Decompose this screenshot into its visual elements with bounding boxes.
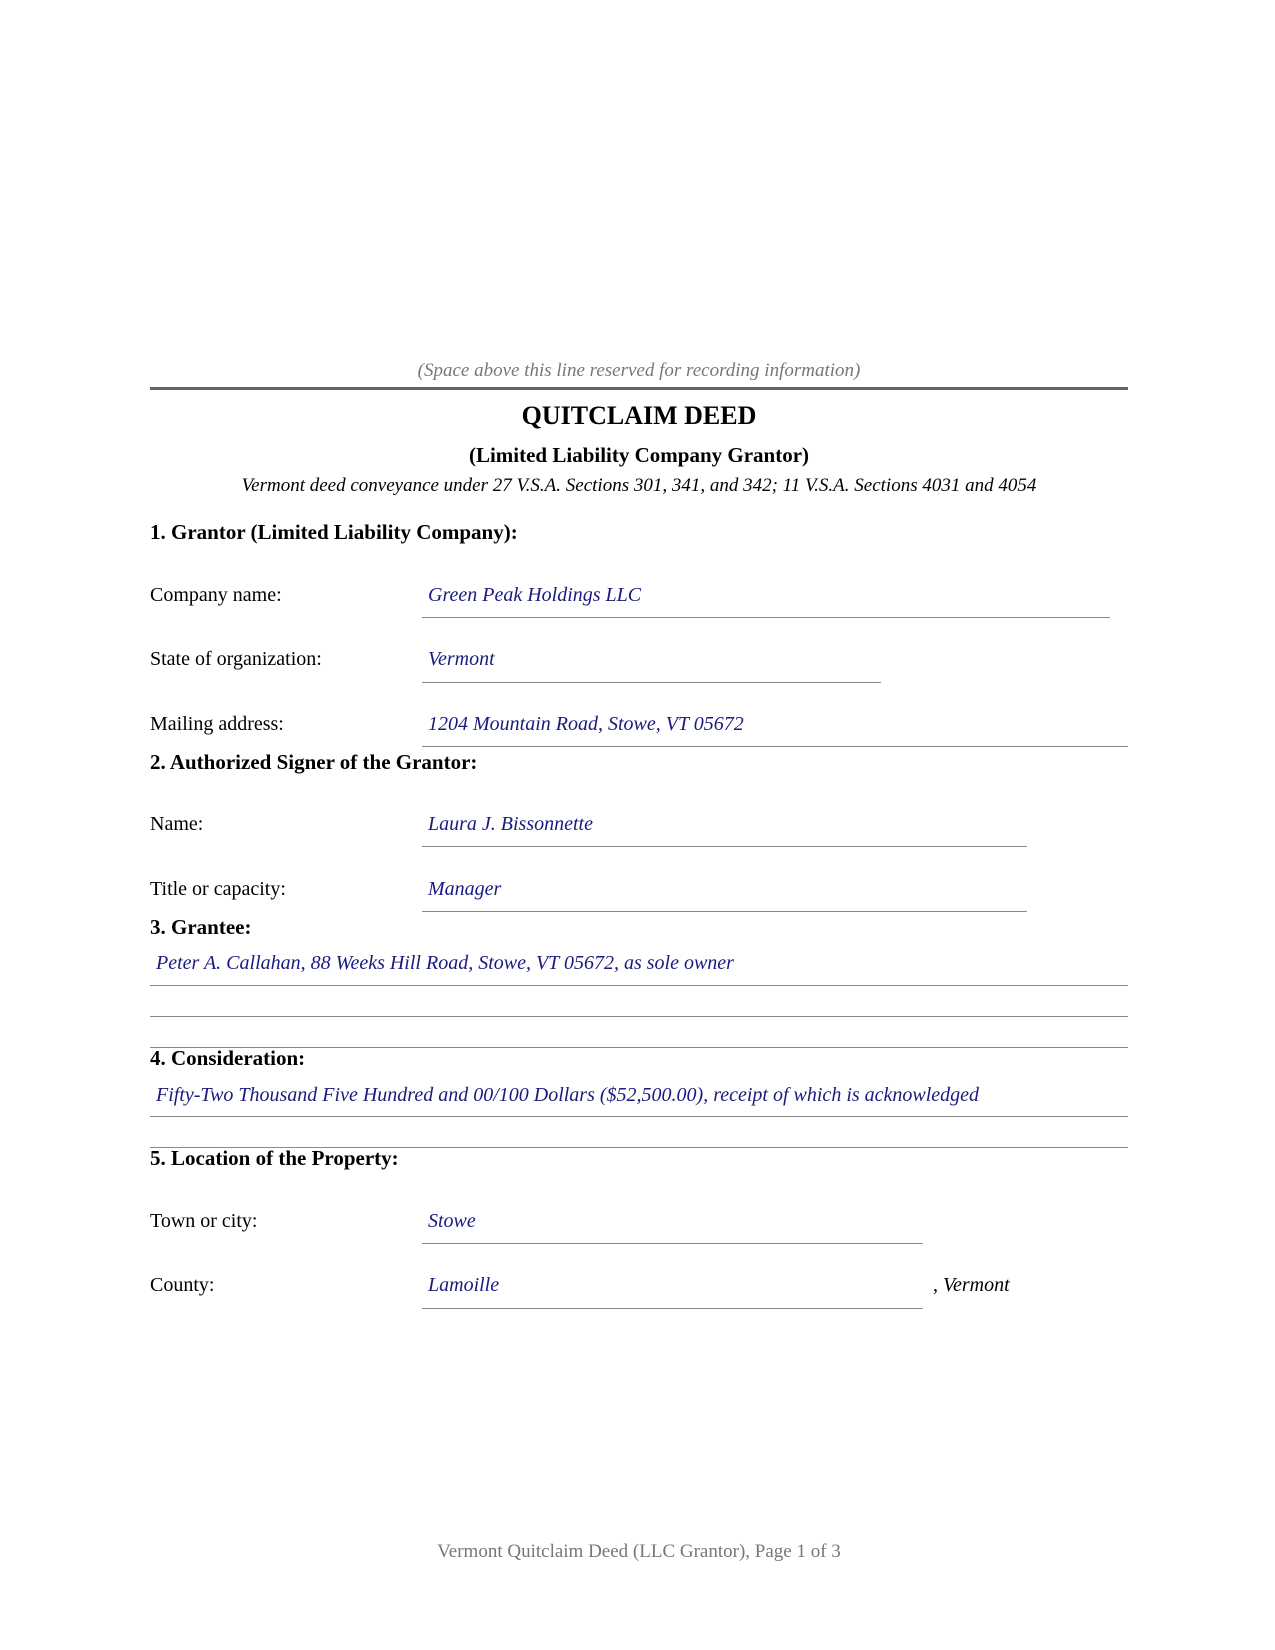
page-footer: Vermont Quitclaim Deed (LLC Grantor), Page 1 of 3: [437, 1541, 841, 1562]
section-1-heading: 1. Grantor (Limited Liability Company):: [150, 520, 518, 544]
grantee-field[interactable]: Peter A. Callahan, 88 Weeks Hill Road, Stowe, VT 05672, as sole owner: [156, 952, 734, 974]
town-underline: [422, 1243, 923, 1244]
mailing-address-underline: [422, 746, 1128, 747]
company-name-field[interactable]: Green Peak Holdings LLC: [428, 584, 642, 606]
document-subtitle: (Limited Liability Company Grantor): [468, 443, 810, 467]
signer-name-label: Name:: [150, 813, 204, 835]
town-field[interactable]: Stowe: [428, 1210, 476, 1232]
town-label: Town or city:: [150, 1210, 258, 1232]
mailing-address-field[interactable]: 1204 Mountain Road, Stowe, VT 05672: [428, 713, 744, 735]
county-field[interactable]: Lamoille: [428, 1274, 500, 1296]
county-underline: [422, 1308, 923, 1309]
consideration-underline-1: [150, 1116, 1128, 1117]
signer-title-label: Title or capacity:: [150, 878, 286, 900]
section-5-heading: 5. Location of the Property:: [150, 1146, 399, 1170]
grantee-underline-2: [150, 1016, 1128, 1017]
recording-divider: [150, 387, 1128, 390]
section-3-heading: 3. Grantee:: [150, 915, 252, 939]
recording-reserved-note: (Space above this line reserved for recording information): [417, 360, 861, 381]
statute-reference: Vermont deed conveyance under 27 V.S.A. Sections 301, 341, and 342; 11 V.S.A. Sections 4031 and 4054: [241, 475, 1037, 496]
county-label: County:: [150, 1274, 215, 1296]
signer-title-field[interactable]: Manager: [428, 878, 502, 900]
grantee-underline-1: [150, 985, 1128, 986]
state-label: State of organization:: [150, 648, 322, 670]
consideration-field[interactable]: Fifty-Two Thousand Five Hundred and 00/100 Dollars ($52,500.00), receipt of which is acknowledged: [156, 1084, 980, 1106]
section-2-heading: 2. Authorized Signer of the Grantor:: [150, 750, 478, 774]
state-field[interactable]: Vermont: [428, 648, 495, 670]
company-name-underline: [422, 617, 1110, 618]
county-state-suffix: , Vermont: [933, 1274, 1010, 1296]
company-name-label: Company name:: [150, 584, 282, 606]
signer-name-field[interactable]: Laura J. Bissonnette: [428, 813, 593, 835]
section-4-heading: 4. Consideration:: [150, 1046, 306, 1070]
signer-name-underline: [422, 846, 1027, 847]
mailing-address-label: Mailing address:: [150, 713, 284, 735]
state-underline: [422, 682, 881, 683]
signer-title-underline: [422, 911, 1027, 912]
document-title: QUITCLAIM DEED: [521, 401, 757, 430]
